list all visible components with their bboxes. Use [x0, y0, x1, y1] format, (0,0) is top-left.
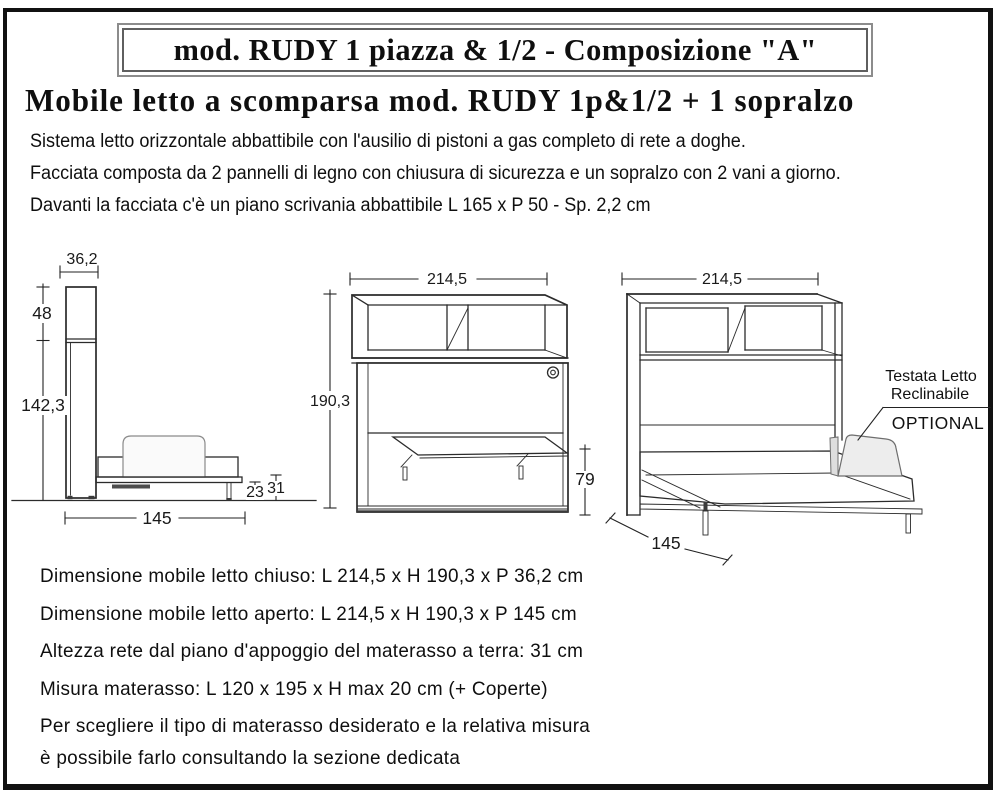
side-depth-open-label: 145	[142, 508, 172, 528]
side-frame-floor-label: 23	[246, 484, 264, 501]
side-height-lower-label: 142,3	[21, 395, 65, 415]
open-view-bed	[640, 435, 922, 535]
optional-label: OPTIONAL	[891, 413, 985, 433]
side-view-bed	[96, 436, 242, 500]
title-box-inner	[122, 28, 868, 72]
spec-mattress-note-2: è possibile farlo consultando la sezione dedicata	[40, 747, 461, 769]
front-view-body	[357, 363, 568, 513]
title-box	[117, 23, 873, 77]
page-heading: Mobile letto a scomparsa mod. RUDY 1p&1/2 + 1 sopralzo	[25, 82, 855, 118]
headboard-label-line2: Reclinabile	[890, 386, 970, 403]
side-height-upper-label: 48	[32, 303, 52, 323]
open-view-cabinet	[627, 294, 842, 515]
folded-desk	[112, 485, 150, 489]
spec-closed-dimensions: Dimensione mobile letto chiuso: L 214,5 x H 190,3 x P 36,2 cm	[40, 565, 584, 587]
intro-line-1: Sistema letto orizzontale abbattibile con l'ausilio di pistoni a gas completo di rete a doghe.	[30, 131, 746, 152]
open-view-drawing	[600, 268, 995, 568]
headboard	[123, 436, 205, 477]
spec-bed-height: Altezza rete dal piano d'appoggio del materasso a terra: 31 cm	[40, 640, 584, 662]
spec-mattress-size: Misura materasso: L 120 x 195 x H max 20 cm (+ Coperte)	[40, 678, 548, 700]
model-title: mod. RUDY 1 piazza & 1/2 - Composizione "A"	[173, 32, 817, 67]
open-width-label: 214,5	[701, 271, 743, 288]
front-view-hutch	[352, 295, 568, 363]
side-view-drawing	[10, 245, 320, 530]
spec-open-dimensions: Dimensione mobile letto aperto: L 214,5 x H 190,3 x P 145 cm	[40, 603, 577, 625]
front-desk-height-label: 79	[575, 469, 595, 489]
side-depth-top-label: 36,2	[66, 251, 98, 268]
intro-line-3: Davanti la facciata c'è un piano scrivania abbattibile L 165 x P 50 - Sp. 2,2 cm	[30, 195, 651, 216]
headboard-edge	[830, 437, 838, 476]
headboard-reclinable	[838, 435, 902, 476]
spec-mattress-note-1: Per scegliere il tipo di materasso desiderato e la relativa misura	[40, 715, 591, 737]
headboard-label-line1: Testata Letto	[885, 368, 977, 385]
side-bed-height-label: 31	[267, 480, 285, 497]
front-height-label: 190,3	[309, 393, 351, 410]
front-view-drawing	[300, 268, 600, 523]
open-depth-label: 145	[651, 533, 681, 553]
intro-line-2: Facciata composta da 2 pannelli di legno con chiusura di sicurezza e un sopralzo con 2 vani a giorno.	[30, 163, 841, 184]
front-width-label: 214,5	[426, 271, 468, 288]
